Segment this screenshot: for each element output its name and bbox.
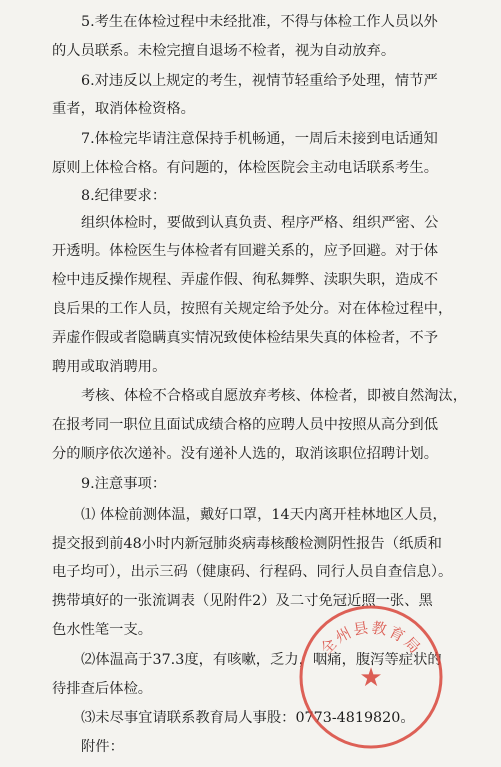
paragraph-line: 检中违反操作规程、弄虚作假、徇私舞弊、渎职失职，造成不: [52, 272, 439, 288]
section-heading: 9.注意事项：: [81, 476, 167, 492]
star-icon: ★: [359, 663, 383, 693]
paragraph-line: ⑶未尽事宜请联系教育局人事股：0773-4819820。: [81, 710, 415, 726]
paragraph-line: 携带填好的一张流调表（见附件2）及二寸免冠近照一张、黑: [52, 593, 433, 609]
paragraph-line: 在报考同一职位且面试成绩合格的应聘人员中按照从高分到低: [52, 417, 439, 433]
paragraph-line: 组织体检时，要做到认真负责、程序严格、组织严密、公: [81, 215, 439, 231]
official-seal: [296, 602, 446, 752]
paragraph-line: 原则上体检合格。有问题的，体检医院会主动电话联系考生。: [52, 160, 439, 176]
section-heading: 8.纪律要求：: [81, 188, 167, 204]
paragraph-line: 弄虚作假或者隐瞒真实情况致使体检结果失真的体检者，不予: [52, 330, 439, 346]
paragraph-line: 5.考生在体检过程中未经批准，不得与体检工作人员以外: [81, 14, 438, 30]
paragraph-line: 重者，取消体检资格。: [52, 101, 195, 117]
paragraph-line: 聘用或取消聘用。: [52, 359, 167, 375]
paragraph-line: 7.体检完毕请注意保持手机畅通，一周后未接到电话通知: [81, 131, 438, 147]
paragraph-line: 良后果的工作人员，按照有关规定给予处分。对在体检过程中，: [52, 301, 453, 317]
paragraph-line: 电子均可），出示三码（健康码、行程码、同行人员自查信息）。: [52, 564, 453, 580]
paragraph-line: 色水性笔一支。: [52, 622, 153, 638]
paragraph-line: 的人员联系。未检完擅自退场不检者，视为自动放弃。: [52, 43, 396, 59]
attachments-heading: 附件：: [81, 739, 124, 755]
paragraph-line: 待排查后体检。: [52, 681, 153, 697]
svg-text:全州县教育局: 全州县教育局: [316, 618, 426, 659]
paragraph-line: 考核、体检不合格或自愿放弃考核、体检者，即被自然淘汰，: [81, 388, 468, 404]
paragraph-line: 6.对违反以上规定的考生，视情节轻重给予处理，情节严: [81, 73, 438, 89]
paragraph-line: ⑵体温高于37.3度，有咳嗽，乏力，咽痛，腹泻等症状的: [81, 652, 442, 668]
paragraph-line: 开透明。体检医生与体检者有回避关系的，应予回避。对于体: [52, 243, 439, 259]
paragraph-line: 分的顺序依次递补。没有递补人选的，取消该职位招聘计划。: [52, 446, 439, 462]
paragraph-line: 提交报到前48小时内新冠肺炎病毒核酸检测阴性报告（纸质和: [52, 536, 442, 552]
paragraph-line: ⑴ 体检前测体温，戴好口罩，14天内离开桂林地区人员，: [81, 507, 447, 523]
